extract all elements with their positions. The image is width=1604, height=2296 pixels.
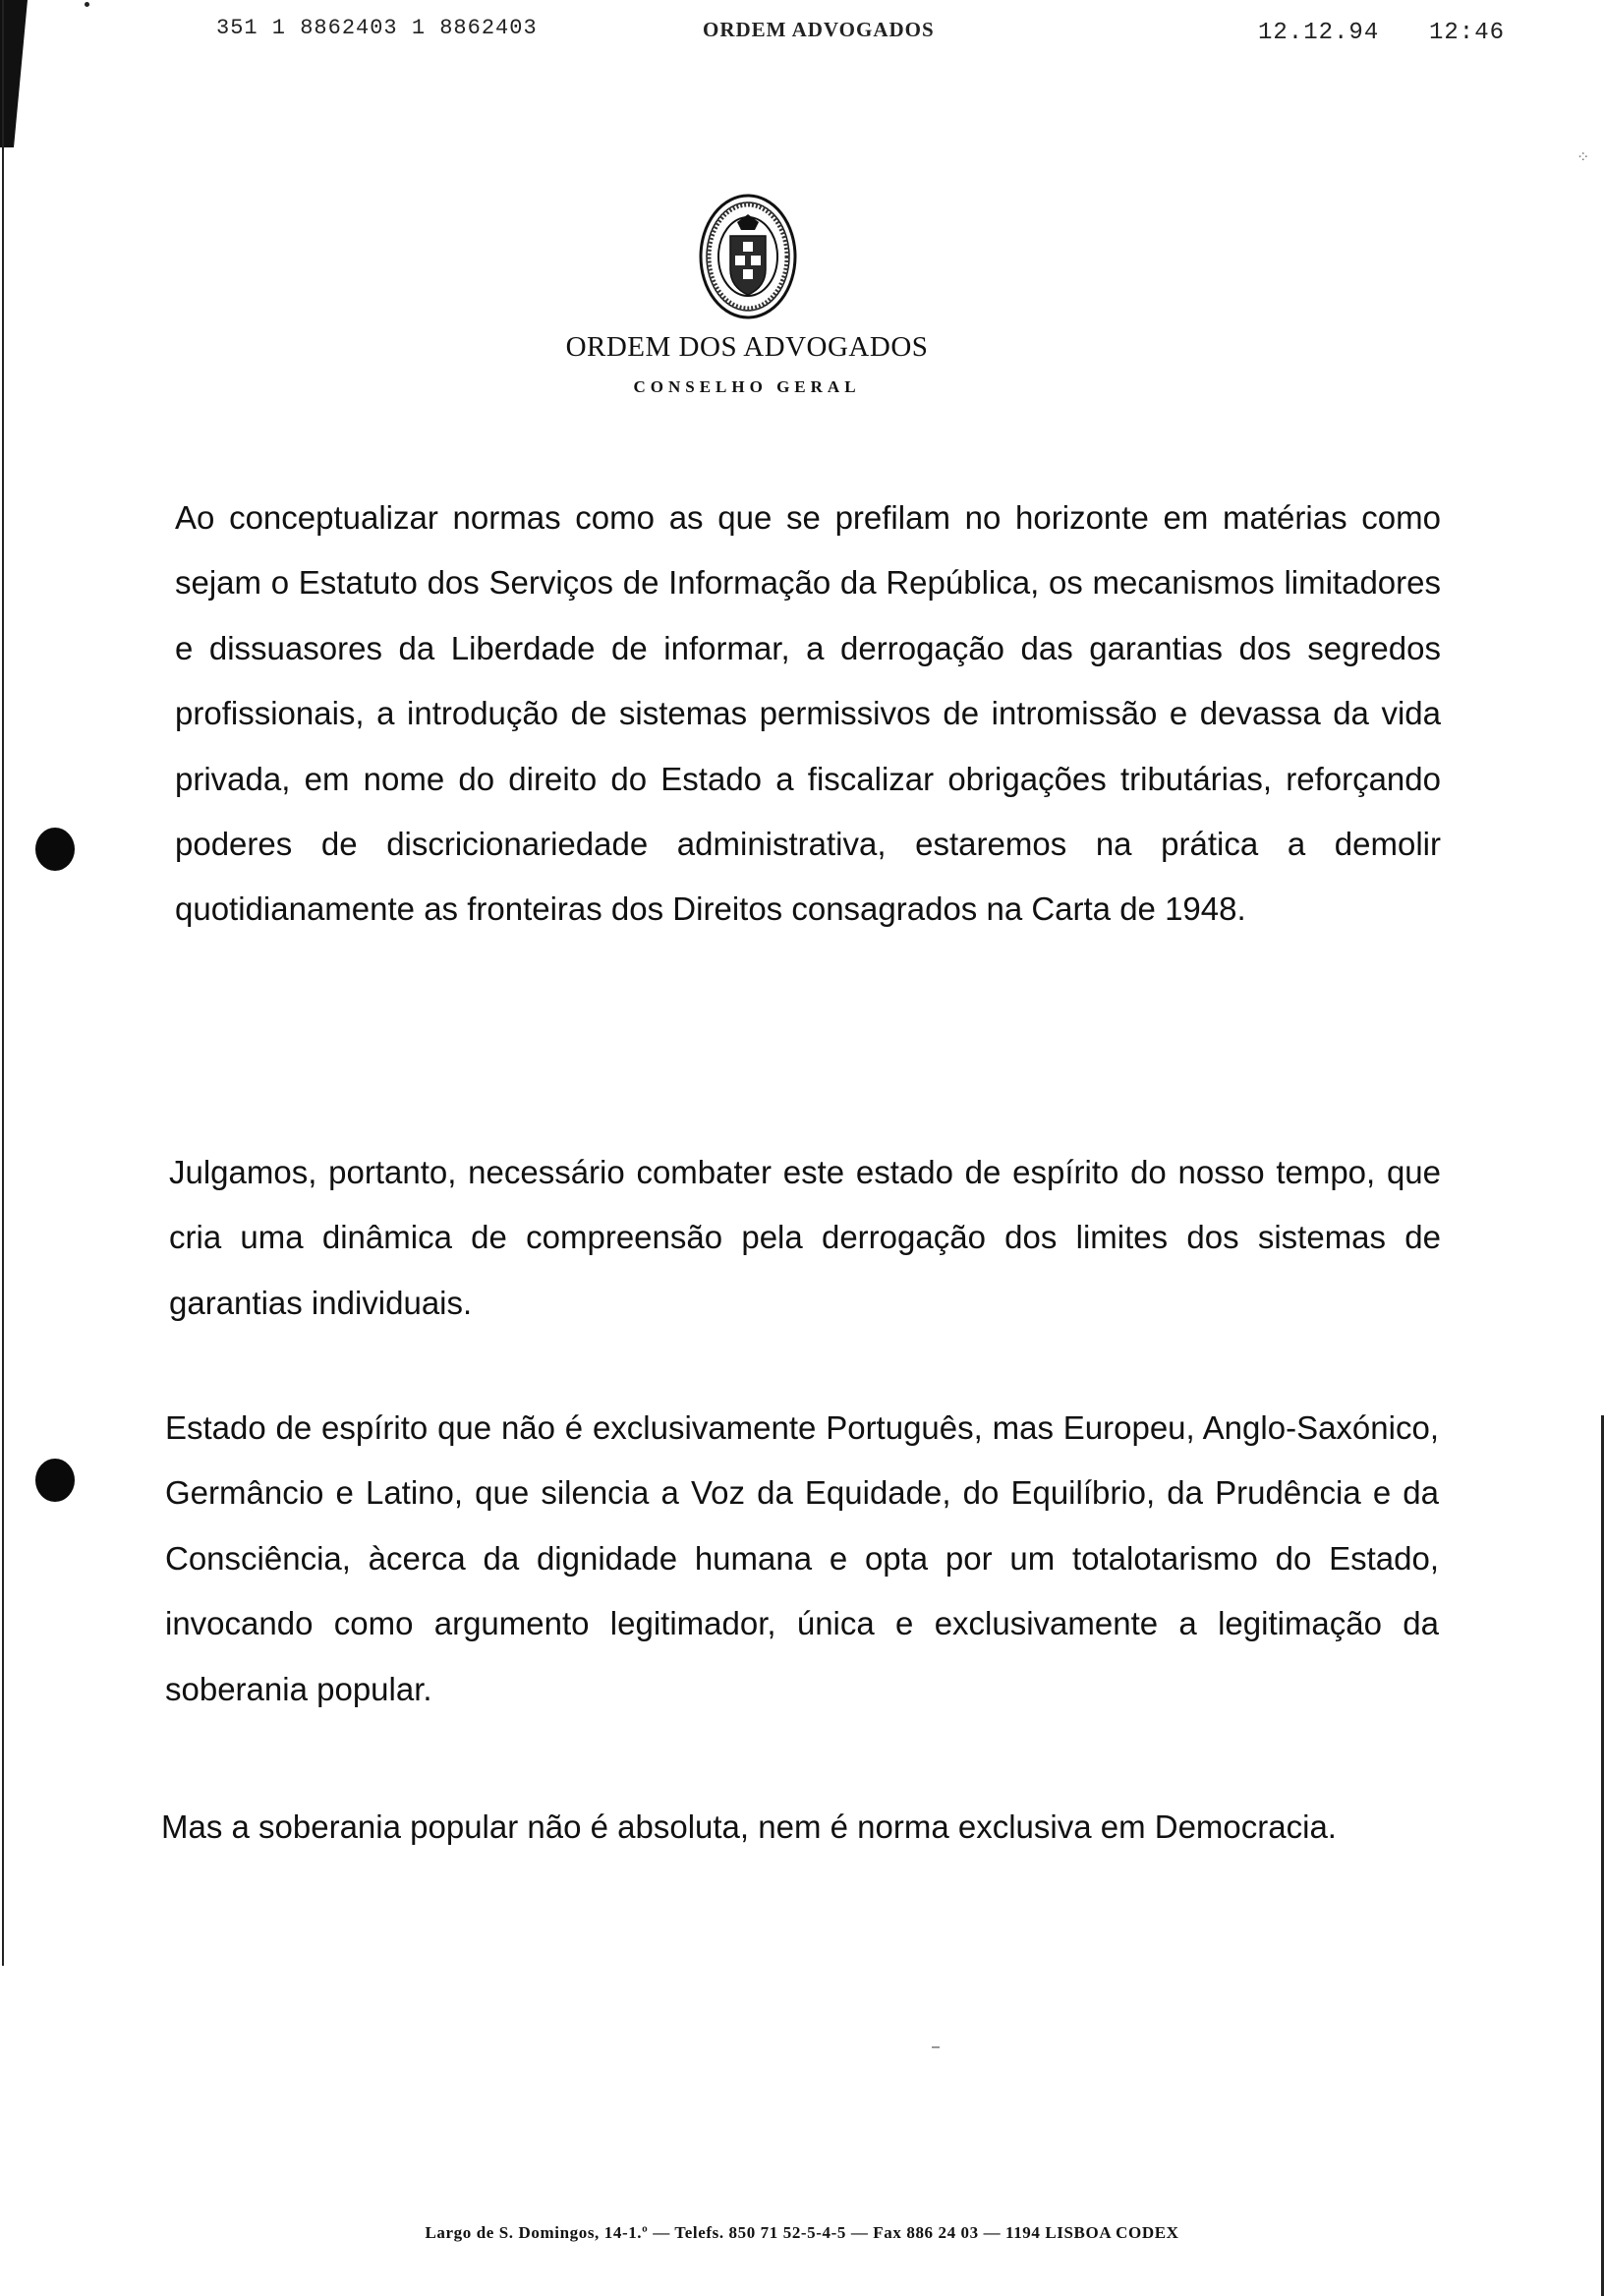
scan-speck [932, 2046, 940, 2048]
fax-phone-numbers: 351 1 8862403 1 8862403 [216, 16, 538, 40]
footer-address: Largo de S. Domingos, 14-1.º — Telefs. 850 71 52-5-4-5 — Fax 886 24 03 — 1194 LISBOA CODEX [425, 2223, 1179, 2242]
letterhead-subtitle: CONSELHO GERAL [633, 377, 861, 396]
fax-organization: ORDEM ADVOGADOS [703, 18, 935, 41]
punch-hole-bottom [35, 1459, 75, 1502]
ordem-seal-icon [698, 193, 798, 320]
fax-page-mark: ⁘ [1576, 149, 1590, 167]
body-paragraph: Julgamos, portanto, necessário combater este estado de espírito do nosso tempo, que cria uma dinâmica de compreensão pela derrogação dos limites dos sistemas de garantias individuais. [169, 1154, 1441, 1321]
punch-hole-top [35, 828, 75, 871]
fax-date: 12.12.94 [1258, 20, 1380, 46]
body-paragraph: Estado de espírito que não é exclusivamente Português, mas Europeu, Anglo-Saxónico, Germâncio e Latino, que silencia a Voz da Equidade, do Equilíbrio, da Prudência e da Consciência, àcerca da dignidade humana e opta por um totalotarismo do Estado, invocando como argumento legitimador, única e exclusivamente a legitimação da soberania popular. [165, 1409, 1439, 1707]
letterhead-title: ORDEM DOS ADVOGADOS [565, 331, 929, 363]
scan-speck [85, 2, 89, 7]
body-paragraph: Ao conceptualizar normas como as que se prefilam no horizonte em matérias como sejam o Estatuto dos Serviços de Informação da República, os mecanismos limitadores e dissuasores da Liberdade de informar, a derrogação das garantias dos segredos profissionais, a introdução de sistemas permissivos de intromissão e devassa da vida privada, em nome do direito do Estado a fiscalizar obrigações tributárias, reforçando poderes de discricionariedade administrativa, estaremos na prática a demolir quotidianamente as fronteiras dos Direitos consagrados na Carta de 1948. [175, 499, 1441, 928]
fax-time: 12:46 [1429, 20, 1506, 46]
body-paragraph: Mas a soberania popular não é absoluta, nem é norma exclusiva em Democracia. [161, 1808, 1337, 1845]
fax-header [0, 16, 1604, 55]
scan-left-border [2, 0, 4, 1966]
